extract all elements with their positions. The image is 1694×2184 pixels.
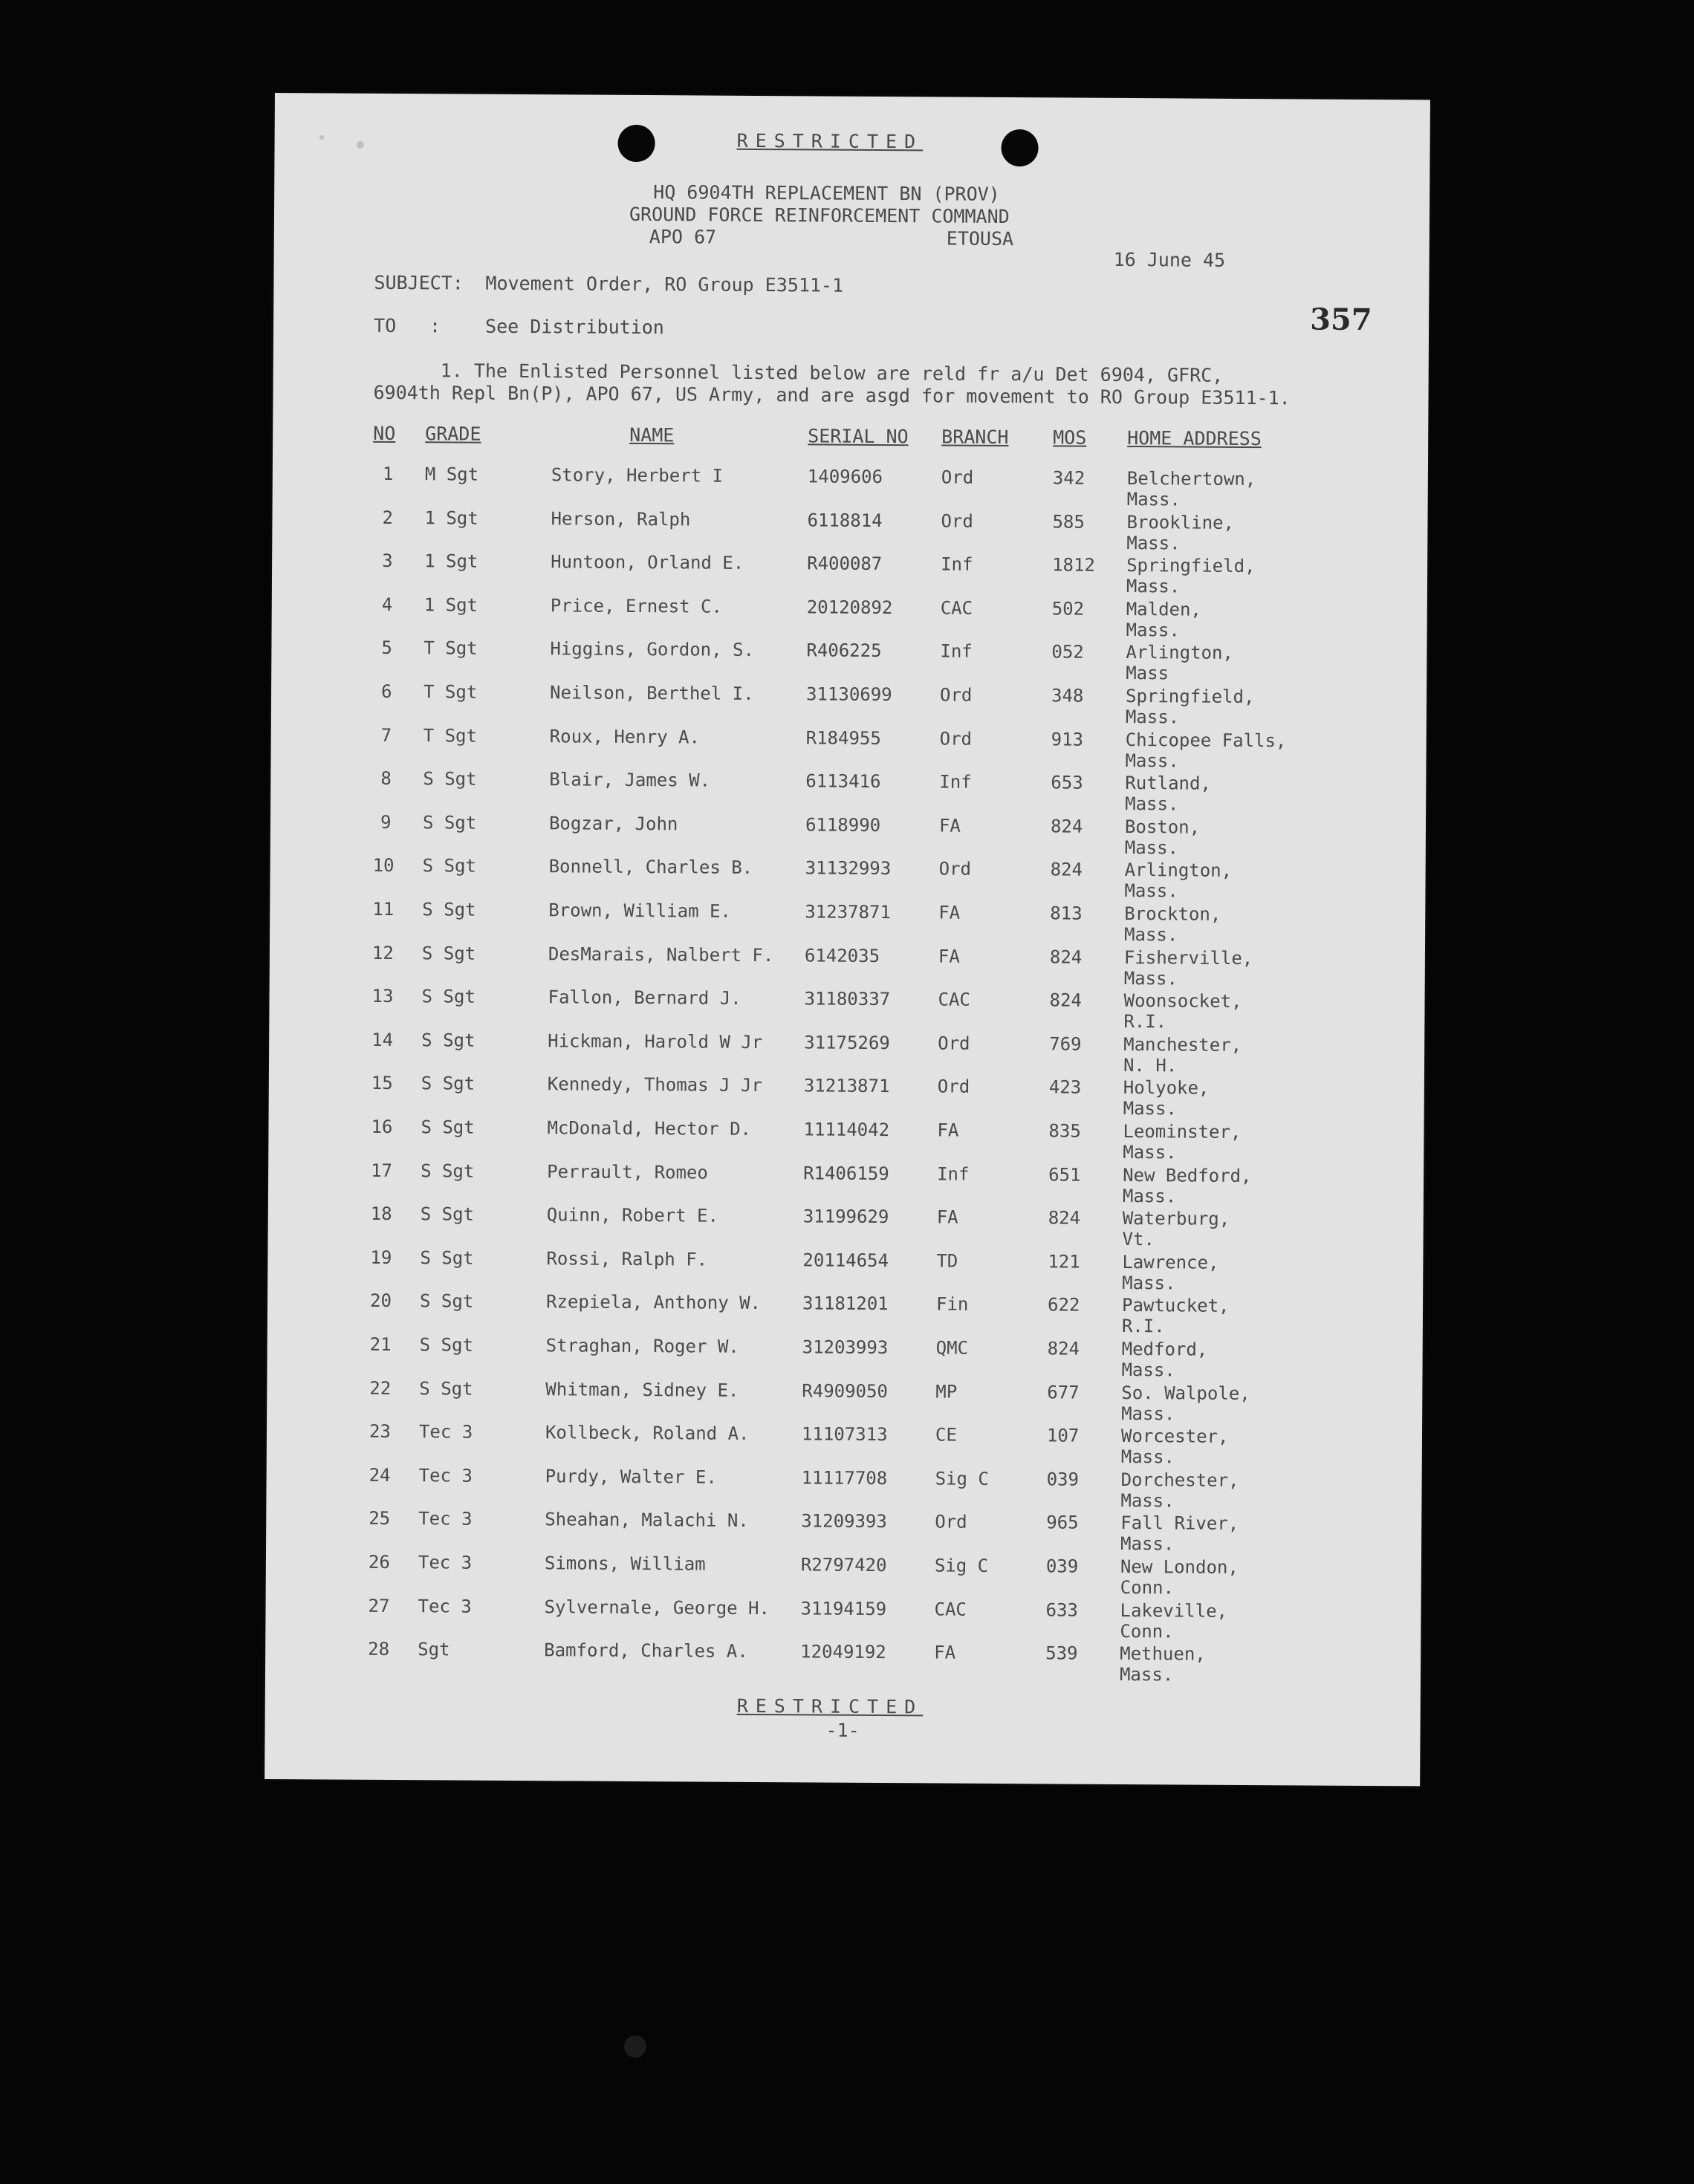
row-branch: Fin [935,1293,969,1316]
row-serial-no: R4909050 [802,1379,889,1402]
row-name: DesMarais, Nalbert F. [548,943,774,966]
row-home-address-line1: Brookline, [1126,511,1235,533]
row-home-address-line2: Mass. [1126,532,1181,554]
row-number: 1 [382,463,394,484]
row-grade: S Sgt [421,1160,475,1182]
row-home-address-line1: Springfield, [1126,555,1256,577]
row-branch: Ord [935,1511,967,1533]
row-grade: Tec 3 [418,1595,472,1617]
row-serial-no: 31132993 [805,857,892,880]
row-home-address-line1: Fisherville, [1123,946,1253,969]
row-home-address-line2: Mass. [1120,1489,1175,1512]
row-home-address-line2: Vt. [1122,1229,1155,1250]
row-grade: S Sgt [422,855,476,877]
row-mos: 651 [1048,1163,1081,1186]
row-name: Hickman, Harold W Jr [548,1030,763,1053]
row-number: 4 [381,594,393,615]
row-branch: FA [934,1642,956,1663]
row-home-address-line1: Dorchester, [1120,1469,1239,1491]
row-serial-no: 31175269 [804,1032,890,1053]
row-home-address-line1: Pawtucket, [1121,1295,1230,1317]
row-name: Price, Ernest C. [550,595,723,617]
row-name: Kennedy, Thomas J Jr [547,1073,762,1096]
dust-speck [319,135,324,140]
row-branch: MP [935,1381,958,1403]
row-home-address-line1: Leominster, [1123,1120,1242,1143]
row-number: 12 [371,942,394,963]
row-home-address-line2: Mass. [1120,1446,1175,1468]
row-name: Sylvernale, George H. [544,1596,770,1619]
row-home-address-line2: Conn. [1120,1576,1175,1599]
row-grade: S Sgt [421,986,476,1007]
row-number: 6 [380,680,392,702]
row-serial-no: 20120892 [806,597,893,618]
row-grade: Tec 3 [418,1508,473,1530]
row-branch: Ord [939,684,973,706]
row-grade: S Sgt [423,768,477,790]
row-number: 27 [368,1595,390,1616]
table-row [271,682,1427,732]
page-label: -1- [825,1719,860,1741]
row-home-address-line2: Mass. [1124,836,1179,859]
row-grade: M Sgt [424,464,479,485]
to-label: TO [373,314,397,337]
row-serial-no: 11107313 [801,1423,888,1446]
row-serial-no: 31237871 [805,901,891,923]
row-branch: FA [937,1119,959,1141]
row-home-address-line2: Mass. [1126,576,1181,597]
row-branch: Ord [939,728,973,750]
row-mos: 677 [1047,1381,1080,1403]
row-serial-no: R406225 [806,640,882,662]
row-mos: 824 [1049,946,1083,968]
row-mos: 423 [1048,1076,1082,1099]
row-serial-no: R2797420 [800,1554,887,1576]
row-home-address-line2: Mass. [1119,1664,1174,1686]
row-grade: S Sgt [421,942,476,964]
row-name: Whitman, Sidney E. [545,1378,739,1401]
column-header-home-address: HOME ADDRESS [1127,427,1262,450]
row-home-address-line2: Conn. [1120,1620,1174,1642]
row-home-address-line1: Woonsocket, [1123,990,1242,1013]
row-number: 23 [369,1420,391,1443]
row-name: Herson, Ralph [551,507,691,530]
row-branch: FA [938,815,961,836]
row-branch: Sig C [934,1555,989,1576]
row-home-address-line1: Worcester, [1120,1426,1229,1448]
etousa-line: ETOUSA [946,227,1014,250]
row-number: 24 [369,1464,391,1486]
punch-hole-left [617,125,655,162]
row-branch: Inf [941,553,973,575]
row-mos: 039 [1045,1556,1079,1577]
column-header-no: NO [373,422,396,444]
row-number: 26 [368,1551,390,1573]
row-mos: 107 [1046,1425,1080,1446]
row-number: 25 [369,1508,391,1530]
row-home-address-line1: New Bedford, [1123,1164,1252,1186]
row-branch: Inf [937,1163,970,1185]
row-number: 7 [380,724,392,746]
row-home-address-line1: Arlington, [1124,859,1233,882]
row-home-address-line2: Mass. [1121,1359,1175,1381]
row-mos: 769 [1049,1033,1082,1055]
row-mos: 342 [1052,467,1085,489]
row-mos: 633 [1045,1599,1078,1621]
row-mos: 1812 [1052,554,1096,576]
row-serial-no: 6118990 [805,814,881,836]
page-number-stamp: 357 [1310,302,1372,338]
row-grade: T Sgt [423,724,478,747]
org-line-2: GROUND FORCE REINFORCEMENT COMMAND [629,203,1010,228]
row-name: Quinn, Robert E. [546,1204,719,1226]
table-row [268,1117,1424,1167]
table-header [273,423,1428,455]
paragraph-line-1: 1. The Enlisted Personnel listed below are reld fr a/u Det 6904, GFRC, [440,360,1224,386]
dust-speck [624,2035,646,2058]
row-grade: S Sgt [422,812,477,833]
row-serial-no: 31209393 [801,1510,887,1533]
row-mos: 824 [1047,1338,1080,1359]
row-mos: 039 [1046,1469,1080,1490]
dust-speck [357,141,364,149]
subject-text: Movement Order, RO Group E3511-1 [485,272,844,296]
row-mos: 121 [1048,1251,1080,1273]
restricted-banner-top: RESTRICTED [736,129,924,153]
row-serial-no: R400087 [807,553,883,575]
row-branch: Inf [940,640,973,663]
row-mos: 622 [1047,1294,1080,1316]
row-mos: 913 [1051,728,1084,750]
row-home-address-line1: Chicopee Falls, [1125,729,1287,751]
row-branch: CAC [938,989,971,1010]
row-grade: S Sgt [419,1290,474,1313]
row-mos: 824 [1050,816,1083,837]
row-branch: FA [936,1206,958,1228]
row-branch: CE [935,1424,957,1446]
column-header-mos: MOS [1053,426,1087,449]
row-grade: S Sgt [419,1334,474,1356]
row-number: 14 [371,1029,394,1050]
row-name: Kollbeck, Roland A. [545,1422,750,1445]
to-colon: : [429,315,441,337]
row-name: McDonald, Hector D. [547,1117,752,1140]
apo-line: APO 67 [649,226,717,248]
row-grade: Sgt [418,1639,450,1660]
row-name: Rossi, Ralph F. [546,1248,708,1270]
row-grade: S Sgt [419,1377,473,1400]
row-serial-no: 31199629 [802,1206,889,1228]
row-name: Perrault, Romeo [547,1160,708,1183]
row-number: 17 [371,1160,393,1181]
row-number: 15 [371,1073,393,1094]
row-grade: S Sgt [420,1203,475,1225]
row-grade: Tec 3 [418,1465,473,1486]
row-name: Sheahan, Malachi N. [545,1509,749,1532]
row-home-address-line1: Lakeville, [1120,1599,1228,1622]
row-number: 8 [380,768,392,790]
row-home-address-line1: Malden, [1126,598,1202,620]
row-branch: Ord [938,858,972,880]
row-serial-no: 6118814 [807,509,883,531]
row-branch: FA [938,946,960,967]
row-number: 22 [369,1377,392,1399]
row-grade: T Sgt [423,681,478,703]
row-serial-no: 31181201 [802,1293,889,1315]
row-home-address-line2: Mass. [1123,1141,1177,1163]
row-number: 5 [381,637,392,659]
row-number: 21 [369,1333,392,1355]
row-home-address-line1: Arlington, [1126,642,1234,664]
row-number: 28 [368,1638,390,1660]
row-branch: Ord [941,510,973,532]
row-name: Huntoon, Orland E. [551,551,744,574]
row-branch: Ord [941,467,974,488]
row-name: Purdy, Walter E. [545,1466,717,1488]
row-serial-no: 31203993 [802,1336,889,1359]
row-mos: 653 [1051,772,1083,793]
row-number: 20 [369,1290,392,1312]
row-number: 13 [371,986,394,1007]
column-header-branch: BRANCH [941,426,1009,449]
row-mos: 835 [1048,1120,1081,1142]
row-home-address-line2: R.I. [1121,1316,1165,1337]
row-home-address-line1: Rutland, [1125,773,1212,794]
subject-label: SUBJECT: [374,271,464,294]
row-grade: S Sgt [421,1117,475,1138]
row-name: Bamford, Charles A. [544,1639,748,1663]
row-number: 9 [380,811,392,833]
row-home-address-line1: Lawrence, [1122,1251,1219,1273]
row-home-address-line1: Boston, [1124,816,1201,838]
row-number: 16 [371,1116,393,1137]
column-header-name: NAME [629,423,675,446]
row-branch: Ord [938,1033,970,1054]
row-mos: 824 [1049,989,1083,1011]
row-home-address-line2: Mass. [1123,1098,1178,1119]
document-page [265,93,1430,1786]
row-serial-no: 31213871 [803,1075,890,1097]
punch-hole-right [1001,129,1038,166]
row-home-address-line2: Mass. [1125,793,1179,815]
row-branch: Sig C [935,1468,989,1489]
row-home-address-line2: Mass. [1125,706,1180,728]
row-grade: Tec 3 [418,1552,473,1573]
row-name: Bonnell, Charles B. [548,856,753,879]
row-name: Higgins, Gordon, S. [550,638,755,661]
row-grade: 1 Sgt [424,550,478,572]
row-serial-no: 12049192 [800,1641,886,1663]
row-home-address-line1: So. Walpole, [1121,1382,1250,1404]
row-number: 10 [372,855,395,877]
row-home-address-line2: Mass. [1120,1533,1175,1555]
row-grade: Tec 3 [418,1421,473,1443]
column-header-grade: GRADE [425,423,481,445]
row-grade: 1 Sgt [424,594,478,616]
row-branch: TD [936,1250,958,1272]
row-home-address-line1: Manchester, [1123,1033,1242,1056]
row-home-address-line2: Mass. [1122,1185,1177,1207]
row-home-address-line1: Methuen, [1120,1643,1206,1665]
row-home-address-line2: Mass. [1125,750,1179,772]
table-row [267,1335,1422,1385]
row-serial-no: 31130699 [805,683,892,706]
table-row [265,1639,1421,1689]
row-number: 18 [370,1203,392,1225]
row-name: Straghan, Roger W. [545,1335,739,1357]
row-mos: 585 [1052,510,1085,533]
table-row [273,464,1428,514]
row-home-address-line1: Waterburg, [1122,1208,1230,1230]
column-header-serial: SERIAL NO [808,425,909,448]
row-grade: S Sgt [420,1247,474,1269]
row-number: 11 [372,898,395,920]
row-name: Simons, William [544,1553,706,1575]
paragraph-line-2: 6904th Repl Bn(P), APO 67, US Army, and are asgd for movement to RO Group E3511-1. [373,381,1291,409]
row-branch: CAC [934,1599,967,1620]
row-serial-no: 20114654 [802,1249,889,1271]
row-branch: Ord [937,1076,970,1098]
row-mos: 539 [1045,1642,1078,1664]
row-serial-no: 11117708 [801,1467,888,1489]
row-number: 3 [382,550,393,572]
row-home-address-line2: Mass. [1124,924,1178,946]
row-home-address-line2: Mass. [1124,880,1178,902]
row-grade: S Sgt [421,1073,476,1095]
row-branch: FA [938,902,961,923]
row-serial-no: 6113416 [805,770,881,793]
row-branch: QMC [935,1337,969,1359]
row-home-address-line1: Medford, [1121,1338,1208,1360]
row-mos: 348 [1051,685,1084,706]
row-mos: 813 [1050,903,1083,924]
row-name: Story, Herbert I [551,464,724,487]
row-home-address-line1: New London, [1120,1556,1239,1578]
table-row [266,1553,1421,1602]
row-home-address-line2: Mass. [1126,489,1181,510]
org-line-1: HQ 6904TH REPLACEMENT BN (PROV) [653,181,1000,205]
row-home-address-line1: Springfield, [1125,686,1255,708]
row-home-address-line2: Mass. [1123,967,1178,989]
row-home-address-line1: Belchertown, [1126,468,1256,490]
row-home-address-line2: Mass. [1126,619,1180,641]
row-mos: 502 [1051,598,1085,620]
row-name: Blair, James W. [549,769,711,791]
row-serial-no: R184955 [805,727,881,749]
row-home-address-line2: Mass. [1122,1272,1176,1294]
row-name: Bogzar, John [548,813,678,835]
row-grade: S Sgt [422,899,476,920]
row-serial-no: 1409606 [807,466,883,488]
row-home-address-line2: Mass [1126,663,1169,684]
row-name: Neilson, Berthel I. [549,682,754,704]
row-home-address-line2: R.I. [1123,1011,1167,1033]
row-name: Roux, Henry A. [549,725,701,748]
row-grade: T Sgt [424,637,478,660]
row-name: Rzepiela, Anthony W. [545,1291,762,1314]
to-text: See Distribution [484,315,664,339]
row-branch: Inf [939,771,972,793]
row-grade: S Sgt [421,1030,476,1051]
row-mos: 824 [1050,859,1083,881]
row-home-address-line1: Fall River, [1120,1512,1239,1535]
row-number: 2 [382,507,394,528]
table-row [270,900,1425,949]
row-home-address-line1: Holyoke, [1123,1077,1210,1099]
document-date: 16 June 45 [1113,248,1226,271]
row-number: 19 [370,1247,392,1268]
row-name: Brown, William E. [548,900,732,922]
row-home-address-line2: N. H. [1123,1054,1178,1076]
row-serial-no: 31194159 [800,1597,887,1619]
personnel-table [265,464,1427,1749]
row-serial-no: R1406159 [803,1162,889,1184]
row-serial-no: 11114042 [803,1119,890,1141]
row-home-address-line1: Brockton, [1124,903,1221,925]
row-serial-no: 6142035 [804,944,880,966]
row-mos: 824 [1048,1207,1081,1229]
row-mos: 965 [1046,1512,1079,1534]
row-branch: CAC [940,597,973,619]
row-serial-no: 31180337 [804,988,891,1010]
row-home-address-line2: Mass. [1121,1403,1175,1425]
row-grade: 1 Sgt [424,507,478,529]
row-mos: 052 [1051,641,1084,663]
restricted-banner-bottom: RESTRICTED [736,1694,924,1718]
row-name: Fallon, Bernard J. [548,987,741,1010]
